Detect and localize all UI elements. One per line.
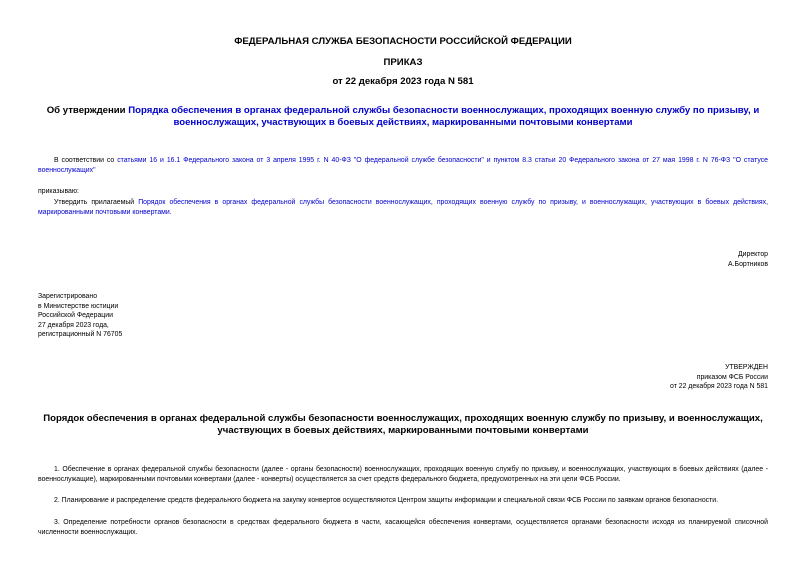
order-title-prefix: Об утверждении (46, 105, 129, 116)
signature-name: А.Бортников (728, 261, 768, 268)
procedure-item-2: 2. Планирование и распределение средств федерального бюджета на закупку конвертов осуществляются Центром защиты информации и специальной связи ФСБ России по заявкам органов безопасности. (54, 497, 719, 504)
preamble-text-2[interactable]: и пунктом 8.3 статьи 20 Федерального закона от 27 мая 1998 г. N 76-ФЗ "О статусе военнослужащих" (38, 157, 768, 174)
approved-line-1: УТВЕРЖДЕН (725, 364, 768, 371)
approved-block (38, 363, 768, 392)
order-heading: ПРИКАЗ (383, 57, 423, 68)
procedure-title: Порядок обеспечения в органах федеральной службы безопасности военнослужащих, проходящих военную службу по призыву, и военнослужащих, участвующих в боевых действиях, маркированными почтовыми конвертами (43, 413, 763, 436)
approve-paragraph (38, 198, 768, 217)
signature-position: Директор (737, 251, 768, 258)
procedure-item-1: 1. Обеспечение в органах федеральной службы безопасности (далее - органы безопасности) военнослужащих, проходящих военную службу по призыву, и военнослужащих, участвующих в боевых действиях (далее - военнослужащие), маркированными почтовыми конвертами (далее - конверты) осуществляется за счет средств федерального бюджета, предусмотренных на эти цели ФСБ России. (38, 466, 768, 483)
registration-line-2: в Министерстве юстиции (38, 302, 119, 310)
registration-block (38, 292, 768, 340)
preamble-text-1: В соответствии со (54, 157, 118, 164)
registration-line-5: регистрационный N 76705 (38, 331, 123, 338)
order-title-link[interactable]: Порядка обеспечения в органах федеральной службы безопасности военнослужащих, проходящих военную службу по призыву, и военнослужащих, участвующих в боевых действиях, маркированными почтовыми конвертами (128, 105, 760, 128)
approve-procedure-link[interactable]: Порядок обеспечения в органах федеральной службы безопасности военнослужащих, проходящих военную службу по призыву, и военнослужащих, участвующих в боевых действиях, маркированными почтовыми конвертами (38, 199, 768, 216)
procedure-item-3: 3. Определение потребности органов безопасности в средствах федерального бюджета в части, касающейся обеспечения конвертами, осуществляется органами безопасности исходя из планируемой списочной численности военнослужащих. (38, 519, 768, 536)
registration-line-3: Российской Федерации (38, 312, 113, 319)
registration-line-1: Зарегистрировано (38, 293, 98, 300)
preamble-paragraph (38, 156, 768, 175)
approve-text: Утвердить прилагаемый (54, 199, 139, 206)
preamble-link-fsb-law[interactable]: статьями 16 и 16.1 Федерального закона от 3 апреля 1995 г. N 40-ФЗ "О федеральной службе безопасности" (117, 157, 484, 164)
prikazyvayu-text: приказываю: (38, 188, 79, 195)
approve-end: . (169, 208, 172, 216)
order-date-number: от 22 декабря 2023 года N 581 (332, 76, 474, 87)
agency-heading: ФЕДЕРАЛЬНАЯ СЛУЖБА БЕЗОПАСНОСТИ РОССИЙСКОЙ ФЕДЕРАЦИИ (234, 36, 572, 47)
order-title (38, 105, 768, 129)
registration-line-4: 27 декабря 2023 года, (38, 321, 109, 329)
approved-line-3: от 22 декабря 2023 года N 581 (670, 383, 768, 390)
approved-line-2: приказом ФСБ России (696, 373, 768, 381)
